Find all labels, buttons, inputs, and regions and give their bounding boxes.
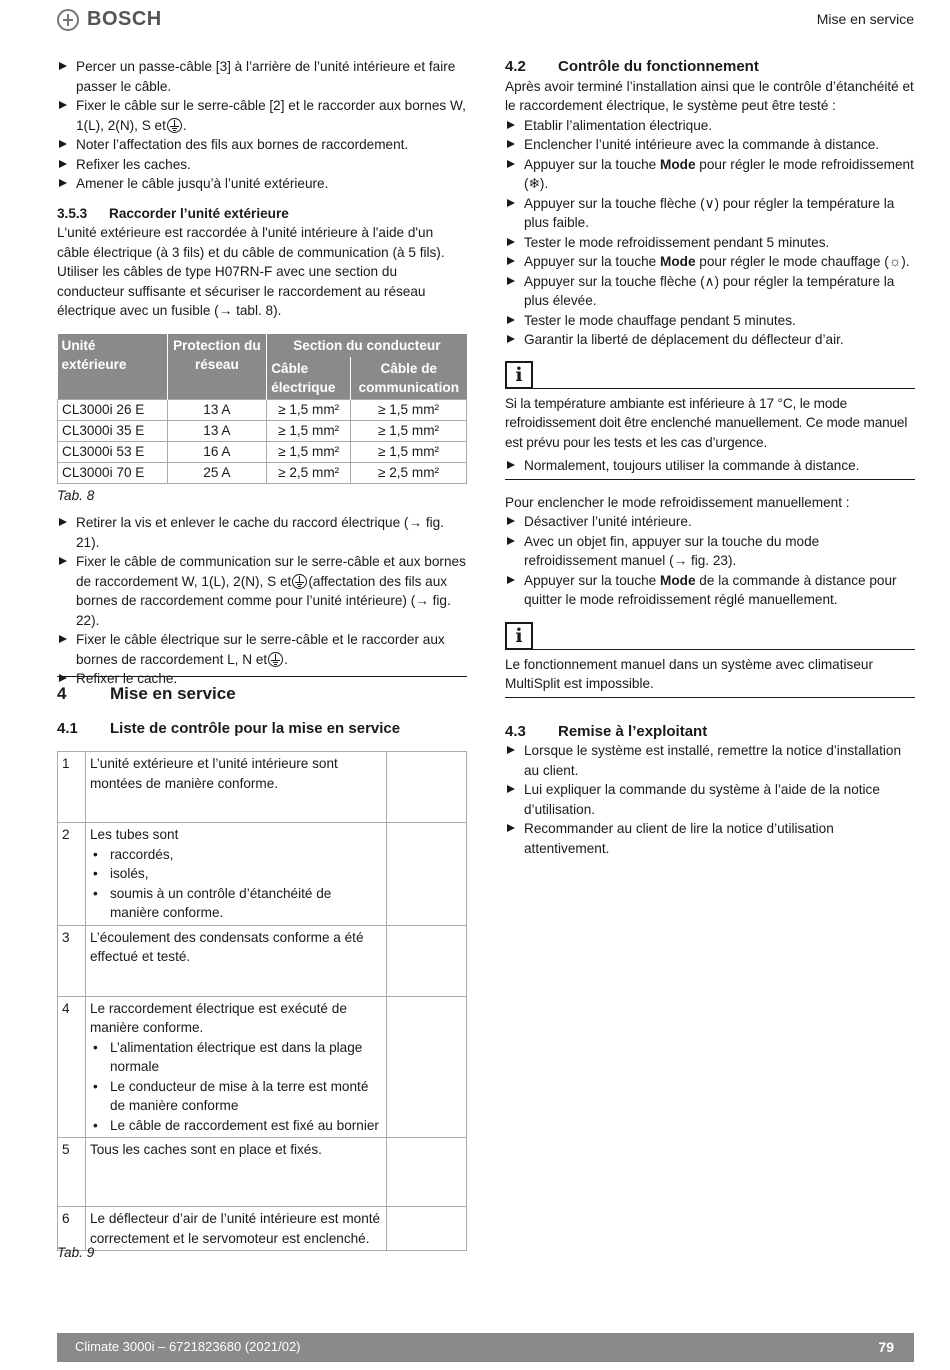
table-row: 2 Les tubes sont • raccordés, • isolés, • soumis à un contrôle d’étanchéité de manière conforme. <box>58 823 467 926</box>
page-number: 79 <box>878 1339 894 1355</box>
check-cell <box>387 752 467 823</box>
table-caption: Tab. 8 <box>57 487 95 503</box>
info-notice <box>505 622 915 653</box>
table-9-checklist <box>57 751 467 1251</box>
table-row: 4 Le raccordement électrique est exécuté de manière conforme. • L’alimentation électrique est dans la plage normale • Le conducteur de mise à la terre est monté de manière conforme • Le câble de raccordement est fixé au bornier <box>58 996 467 1138</box>
section-heading-4-1: 4.1 Liste de contrôle pour la mise en service <box>57 720 401 737</box>
table-header: Unité extérieure <box>58 334 168 400</box>
list-item: Lui expliquer la commande du système à l’aide de la notice d’utilisation. <box>505 780 915 819</box>
info-text: Le fonctionnement manuel dans un système avec climatiseur MultiSplit est impossible. <box>505 656 873 691</box>
table-row: CL3000i 35 E 13 A ≥ 1,5 mm² ≥ 1,5 mm² <box>58 420 467 441</box>
list-item: Noter l’affectation des fils aux bornes de raccordement. <box>57 135 467 155</box>
ground-icon <box>167 118 182 133</box>
list-item: Fixer le câble électrique sur le serre-câble et le raccorder aux bornes de raccordement L, N et . <box>57 630 467 669</box>
table-row: CL3000i 26 E 13 A ≥ 1,5 mm² ≥ 1,5 mm² <box>58 399 467 420</box>
table-header: Section du conducteur <box>267 334 467 357</box>
table-row: CL3000i 53 E 16 A ≥ 1,5 mm² ≥ 1,5 mm² <box>58 441 467 462</box>
check-cell <box>387 996 467 1138</box>
list-item: Appuyer sur la touche Mode de la commande à distance pour quitter le mode refroidissement réglé manuellement. <box>505 571 915 610</box>
list-item: Enclencher l’unité intérieure avec la commande à distance. <box>505 135 915 155</box>
table-row: 3 L’écoulement des condensats conforme a été effectué et testé. <box>58 925 467 996</box>
table-8 <box>57 334 467 484</box>
header-section-title: Mise en service <box>816 11 914 27</box>
table-row: 5 Tous les caches sont en place et fixés. <box>58 1138 467 1207</box>
table-row: CL3000i 70 E 25 A ≥ 2,5 mm² ≥ 2,5 mm² <box>58 462 467 483</box>
section-heading-4-3: 4.3 Remise à l’exploitant <box>505 722 708 740</box>
paragraph: Après avoir terminé l’installation ainsi que le contrôle d’étanchéité et le raccordement électrique, le système peut être testé : <box>505 78 914 113</box>
list-item: Percer un passe-câble [3] à l’arrière de l’unité intérieure et faire passer le câble. <box>57 57 467 96</box>
info-icon: i <box>505 361 533 389</box>
paragraph: Pour enclencher le mode refroidissement manuellement : <box>505 494 850 510</box>
left-column <box>57 57 467 689</box>
footer-doc-reference: Climate 3000i – 6721823680 (2021/02) <box>75 1339 301 1354</box>
divider <box>505 479 915 480</box>
list-item: Lorsque le système est installé, remettre la notice d’installation au client. <box>505 741 915 780</box>
info-icon: i <box>505 622 533 650</box>
check-cell <box>387 1138 467 1207</box>
brand-logo <box>57 8 162 31</box>
list-item: Refixer le cache. <box>57 669 467 689</box>
info-notice <box>505 361 915 392</box>
list-item: Appuyer sur la touche Mode pour régler le mode refroidissement (❄). <box>505 155 915 194</box>
list-item: Tester le mode refroidissement pendant 5 minutes. <box>505 233 915 253</box>
footer-bar <box>57 1333 914 1362</box>
list-item: Retirer la vis et enlever le cache du raccord électrique (→ fig. 21). <box>57 513 467 552</box>
section-heading-3-5-3: 3.5.3 Raccorder l’unité extérieure <box>57 205 289 221</box>
list-item: Tester le mode chauffage pendant 5 minutes. <box>505 311 915 331</box>
right-column <box>505 57 915 858</box>
list-item: Appuyer sur la touche flèche (∧) pour régler la température la plus élevée. <box>505 272 915 311</box>
list-item: Désactiver l’unité intérieure. <box>505 512 915 532</box>
list-item: Fixer le câble de communication sur le serre-câble et aux bornes de raccordement W, 1(L), 2(N), S et (affectation des fils aux bornes de raccordement comme pour l’unité intérieure) (→ fig. 22). <box>57 552 467 630</box>
brand-name: BOSCH <box>87 8 162 30</box>
ground-icon <box>268 652 283 667</box>
info-text: Si la température ambiante est inférieure à 17 °C, le mode refroidissement doit être enclenché manuellement. Ce mode manuel est prévu pour les tests et les cas d’urgence. <box>505 395 908 450</box>
list-item: Etablir l’alimentation électrique. <box>505 116 915 136</box>
check-cell <box>387 1207 467 1251</box>
ground-icon <box>292 574 307 589</box>
table-header: Protection du réseau <box>167 334 267 400</box>
section-heading-4-2: 4.2 Contrôle du fonctionnement <box>505 58 759 75</box>
list-item: Fixer le câble sur le serre-câble [2] et le raccorder aux bornes W, 1(L), 2(N), S et . <box>57 96 467 135</box>
table-header: Câble de communication <box>351 357 467 400</box>
check-cell <box>387 925 467 996</box>
divider <box>57 676 467 677</box>
list-item: Refixer les caches. <box>57 155 467 175</box>
list-item: Avec un objet fin, appuyer sur la touche du mode refroidissement manuel (→ fig. 23). <box>505 532 915 571</box>
table-row: 6 Le déflecteur d’air de l’unité intérieure est monté correctement et le servomoteur est enclenché. <box>58 1207 467 1251</box>
bosch-armature-icon <box>57 9 79 31</box>
paragraph: L'unité extérieure est raccordée à l'unité intérieure à l'aide d'un câble électrique (à 3 fils) et du câble de communication (à 5 fils). Utiliser les câbles de type H07RN-F avec une section du conducteur suffisante et sécuriser le raccordement au réseau électrique avec un fusible (→ tabl. 8). <box>57 225 445 318</box>
list-item: Appuyer sur la touche Mode pour régler le mode chauffage (☼). <box>505 252 915 272</box>
table-row: 1 L’unité extérieure et l’unité intérieure sont montées de manière conforme. <box>58 752 467 823</box>
divider <box>505 697 915 698</box>
table-caption: Tab. 9 <box>57 1245 95 1260</box>
list-item: Normalement, toujours utiliser la commande à distance. <box>505 456 915 476</box>
list-item: Recommander au client de lire la notice d’utilisation attentivement. <box>505 819 915 858</box>
list-item: Garantir la liberté de déplacement du déflecteur d’air. <box>505 330 915 350</box>
section-heading-4: 4 Mise en service <box>57 684 236 703</box>
table-header: Câble électrique <box>267 357 351 400</box>
list-item: Amener le câble jusqu’à l’unité extérieure. <box>57 174 467 194</box>
check-cell <box>387 823 467 926</box>
list-item: Appuyer sur la touche flèche (∨) pour régler la température la plus faible. <box>505 194 915 233</box>
